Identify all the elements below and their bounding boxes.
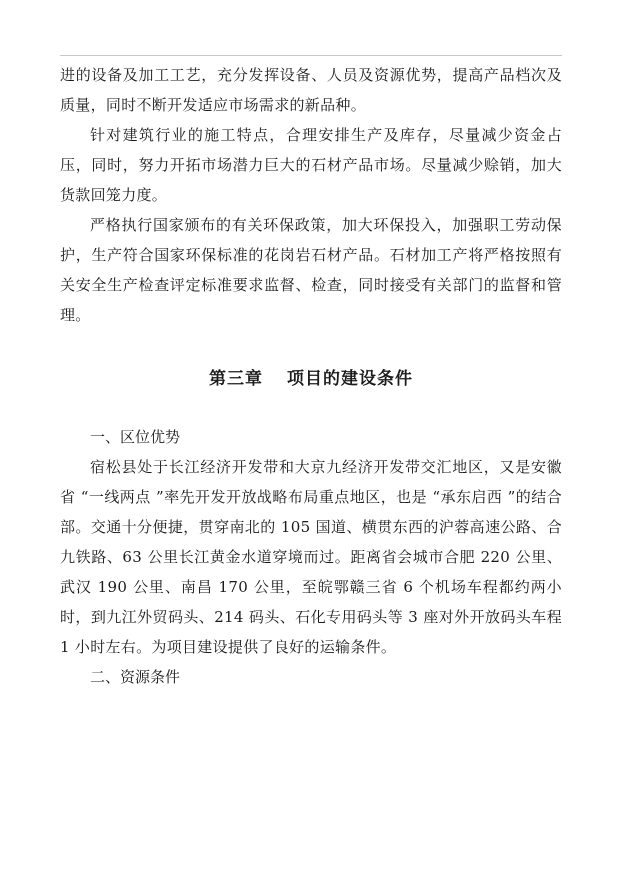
chapter-number: 第三章: [209, 369, 263, 389]
paragraph-equipment-continuation: 进的设备及加工工艺，充分发挥设备、人员及资源优势，提高产品档次及质量，同时不断开发适应市场需求的新品种。: [60, 66, 562, 114]
chapter-title: [60, 364, 562, 394]
paragraph-location-advantage: 宿松县处于长江经济开发带和大京九经济开发带交汇地区，又是安徽省 “一线两点 ”率先开发开放战略布局重点地区，也是 “承东启西 ”的结合部。交通十分便捷，贯穿南北的 105 国道、横贯东西的沪蓉高速公路、合九铁路、63 公里长江黄金水道穿境而过。距离省会城市合肥 220 公里、武汉 190 公里、南昌 170 公里，至皖鄂赣三省 6 个机场车程都约两小时，到九江外贸码头、214 码头、石化专用码头等 3 座对外开放码头车程 1 小时左右。为项目建设提供了良好的运输条件。: [60, 458, 562, 656]
section-heading-resources: 二、资源条件: [90, 668, 181, 686]
paragraph-environmental-policy: 严格执行国家颁布的有关环保政策，加大环保投入，加强职工劳动保护，生产符合国家环保标准的花岗岩石材产品。石材加工产将严格按照有关安全生产检查评定标准要求监督、检查，同时接受有关部门的监督和管理。: [60, 216, 562, 324]
paragraph-construction-industry: 针对建筑行业的施工特点，合理安排生产及库存，尽量减少资金占压，同时，努力开拓市场潜力巨大的石材产品市场。尽量减少赊销，加大货款回笼力度。: [60, 126, 562, 204]
section-heading-location: 一、区位优势: [90, 428, 181, 446]
chapter-name: 项目的建设条件: [287, 369, 413, 389]
page-header-rule: [60, 55, 562, 56]
document-body: [60, 60, 562, 692]
